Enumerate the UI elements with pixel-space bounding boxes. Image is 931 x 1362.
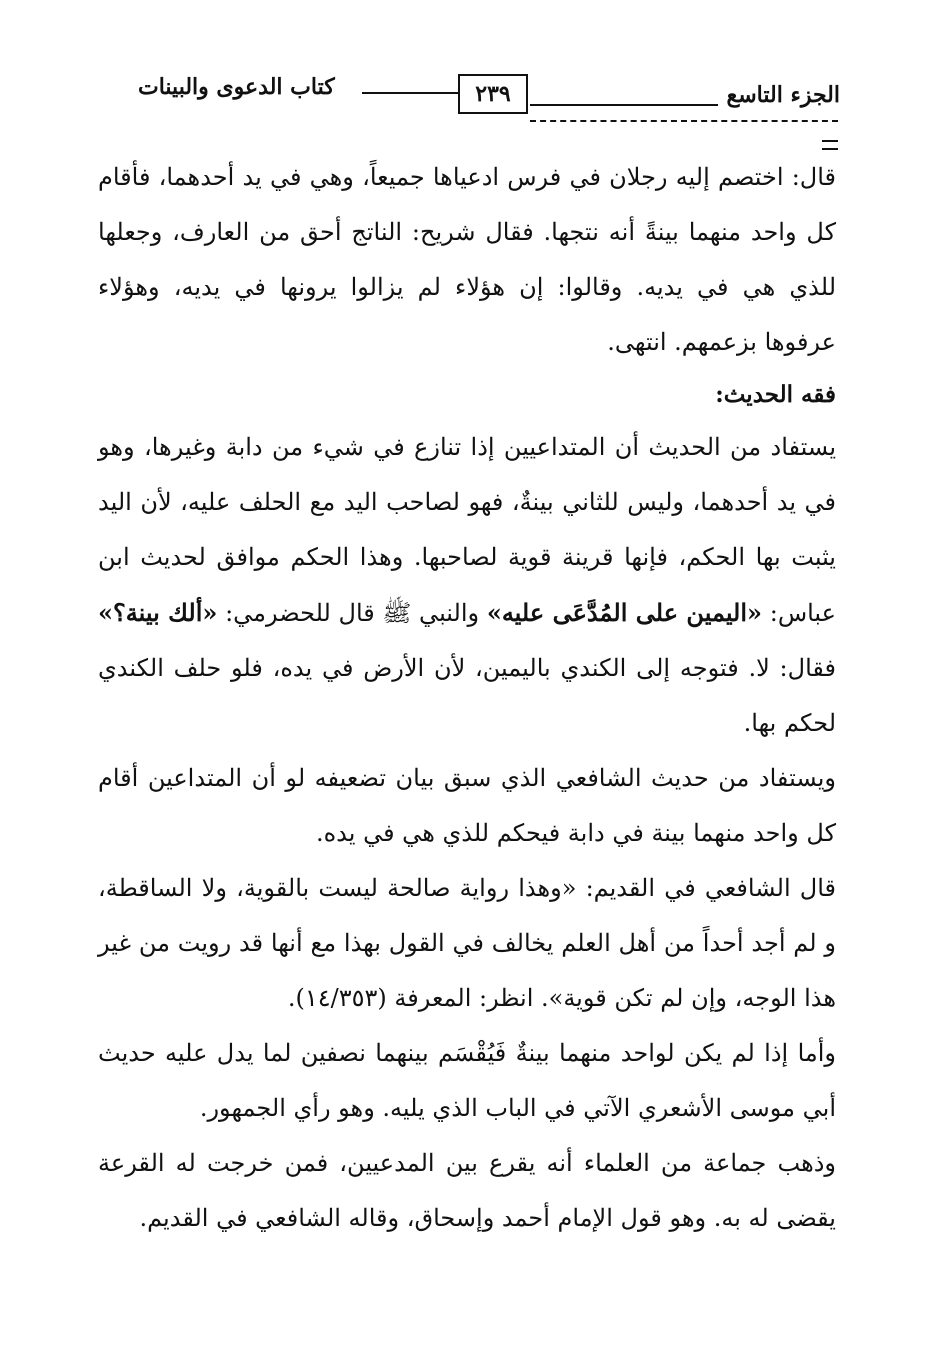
page-number: ٢٣٩ <box>458 74 528 114</box>
paragraph-2-start: يستفاد من الحديث أن المتداعيين إذا تنازع في شيء من دابة وغيرها، وهو في يد أحدهما، وليس للثاني بينةٌ، فهو لصاحب اليد مع الحلف عليه، لأن اليد يثبت بها الحكم، فإنها قرينة قوية لصاحبها. وهذا الحكم موافق لحديث ابن عباس: <box>98 433 836 627</box>
paragraph-4: قال الشافعي في القديم: «وهذا رواية صالحة ليست بالقوية، ولا الساقطة، و لم أجد أحداً من أهل العلم يخالف في القول بهذا مع أنها قد رويت من غير هذا الوجه، وإن لم تكن قوية». انظر: المعرفة (١٤/٣٥٣). <box>98 874 836 1012</box>
book-title: كتاب الدعوى والبينات <box>138 74 335 100</box>
paragraph-5: وأما إذا لم يكن لواحد منهما بينةٌ فَيُقْسَم بينهما نصفين لما يدل عليه حديث أبي موسى الأشعري الآتي في الباب الذي يليه. وهو رأي الجمهور. <box>98 1039 836 1122</box>
running-header <box>118 72 840 122</box>
header-rule-dashed <box>530 120 838 122</box>
header-double-rule-1 <box>822 140 838 142</box>
paragraph-3: ويستفاد من حديث الشافعي الذي سبق بيان تضعيفه لو أن المتداعين أقام كل واحد منهما بينة في دابة فيحكم للذي هي في يده. <box>98 764 836 847</box>
header-rule-right <box>530 104 718 106</box>
paragraph-6: وذهب جماعة من العلماء أنه يقرع بين المدعيين، فمن خرجت له القرعة يقضى له به. وهو قول الإمام أحمد وإسحاق، وقاله الشافعي في القديم. <box>98 1149 836 1232</box>
paragraph-2-end: فقال: لا. فتوجه إلى الكندي باليمين، لأن الأرض في يده، فلو حلف الكندي لحكم بها. <box>98 654 836 737</box>
volume-label: الجزء التاسع <box>726 82 840 108</box>
quoted-hadith-2: «ألك بينة؟» <box>98 598 218 627</box>
paragraph-2 <box>98 420 836 751</box>
header-rule-left <box>362 92 458 94</box>
page-body <box>98 150 836 1246</box>
quoted-hadith-1: «اليمين على المُدَّعَى عليه» <box>486 598 763 627</box>
paragraph-1: قال: اختصم إليه رجلان في فرس ادعياها جميعاً، وهي في يد أحدهما، فأقام كل واحد منهما بينةً أنه نتجها. فقال شريح: الناتج أحق من العارف، وجعلها للذي هي في يديه. وقالوا: إن هؤلاء لم يزالوا يرونها في يديه، وهؤلاء عرفوها بزعمهم. انتهى. <box>98 163 836 356</box>
section-heading: فقه الحديث: <box>715 381 836 408</box>
paragraph-2-middle: والنبي ﷺ قال للحضرمي: <box>225 599 480 627</box>
